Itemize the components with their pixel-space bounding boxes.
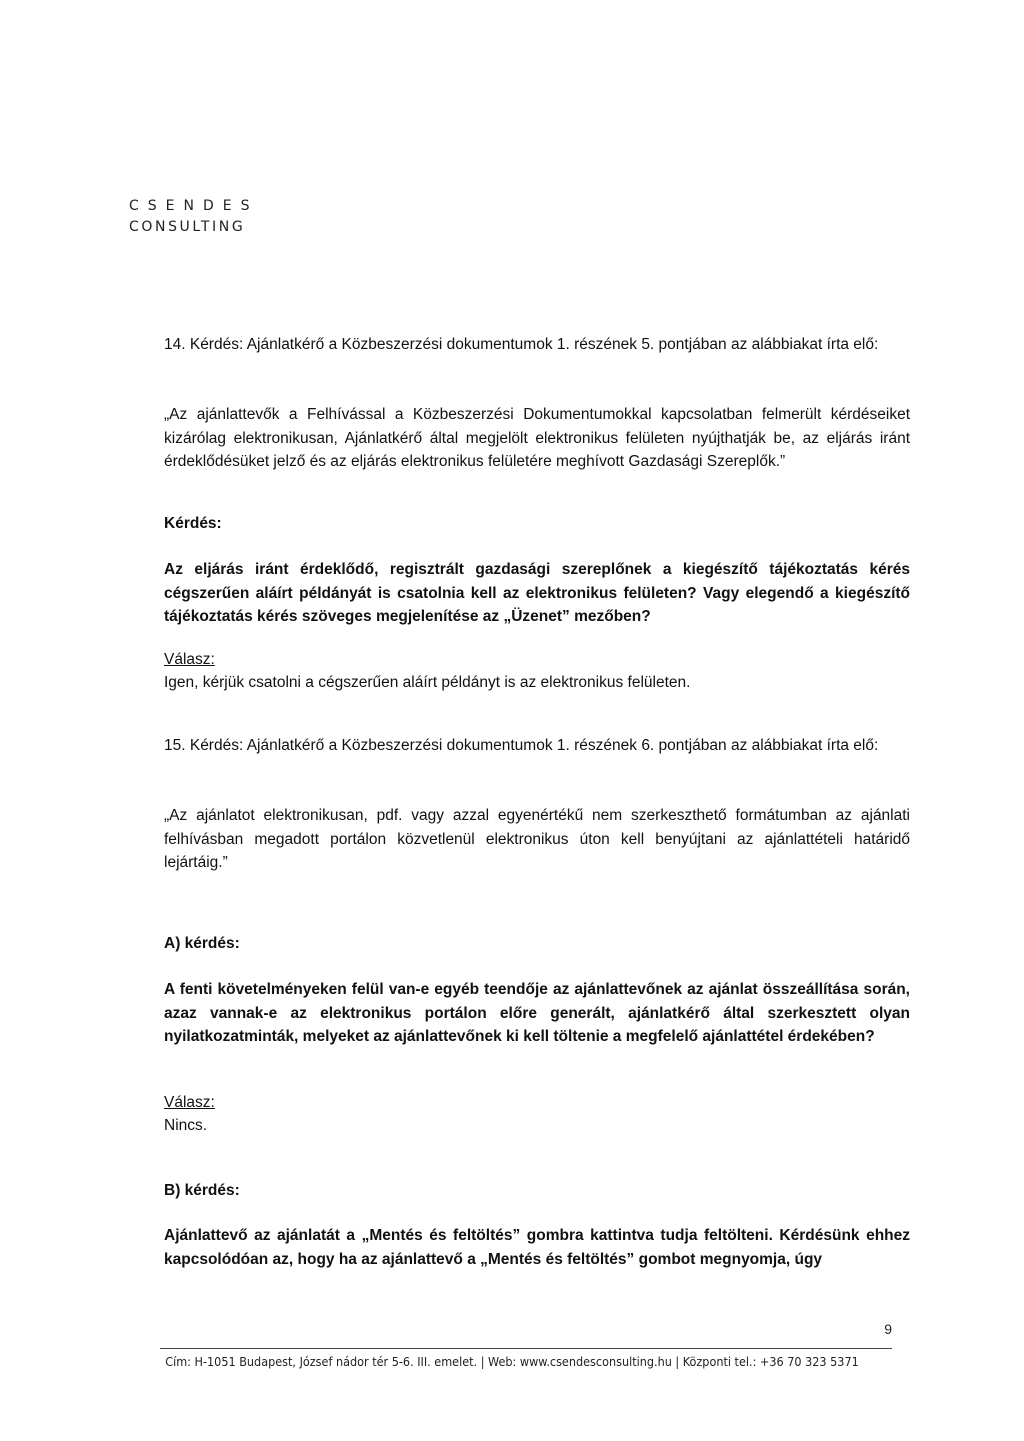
qa-question: A fenti követelményeken felül van-e egyéb teendője az ajánlattevőnek az ajánlat összeállítása során, azaz vannak-e az elektronikus portálon előre generált, ajánlatkérő által szerkesztett olyan nyilatkozatminták, melyeket az ajánlattevőnek ki kell töltenie a megfelelő ajánlattétel érdekében? xyxy=(164,981,910,1045)
q14-question: Az eljárás iránt érdeklődő, regisztrált gazdasági szereplőnek a kiegészítő tájékoztatás kérés cégszerűen aláírt példányát is csatolnia kell az elektronikus felületen? Vagy elegendő a kiegészítő tájékoztatás kérés szöveges megjelenítése az „Üzenet” mezőben? xyxy=(164,561,910,625)
q14-question-label: Kérdés: xyxy=(164,515,222,532)
q14-answer: Igen, kérjük csatolni a cégszerűen aláírt példányt is az elektronikus felületen. xyxy=(164,674,691,691)
logo-line-1: CSENDES xyxy=(129,198,259,214)
qa-label: A) kérdés: xyxy=(164,935,240,952)
logo-line-2: CONSULTING xyxy=(129,219,246,235)
q15-title: 15. Kérdés: Ajánlatkérő a Közbeszerzési dokumentumok 1. részének 6. pontjában az alábbiakat írta elő: xyxy=(164,737,879,754)
q15-quote: „Az ajánlatot elektronikusan, pdf. vagy azzal egyenértékű nem szerkeszthető formátumban az ajánlati felhívásban megadott portálon közvetlenül elektronikus úton kell benyújtani az ajánlattételi határidő lejártáig.” xyxy=(164,807,910,871)
page-number: 9 xyxy=(884,1321,892,1337)
qb-question: Ajánlattevő az ajánlatát a „Mentés és feltöltés” gombra kattintva tudja feltölteni. Kérdésünk ehhez kapcsolódóan az, hogy ha az ajánlattevő a „Mentés és feltöltés” gombot megnyomja, úgy xyxy=(164,1227,910,1268)
qb-label: B) kérdés: xyxy=(164,1182,240,1199)
company-logo xyxy=(129,196,259,238)
footer-contact: Cím: H-1051 Budapest, József nádor tér 5-6. III. emelet. | Web: www.csendesconsulting.hu | Központi tel.: +36 70 323 5371 xyxy=(165,1354,859,1369)
qa-answer-label: Válasz: xyxy=(164,1094,215,1111)
footer-divider xyxy=(160,1348,892,1349)
q14-answer-label: Válasz: xyxy=(164,651,215,668)
qa-answer: Nincs. xyxy=(164,1117,208,1134)
q14-quote: „Az ajánlattevők a Felhívással a Közbeszerzési Dokumentumokkal kapcsolatban felmerült kérdéseiket kizárólag elektronikusan, Ajánlatkérő által megjelölt elektronikus felületen nyújthatják be, az eljárás iránt érdeklődésüket jelző és az eljárás elektronikus felületére meghívott Gazdasági Szereplők.” xyxy=(164,406,910,470)
q14-title: 14. Kérdés: Ajánlatkérő a Közbeszerzési dokumentumok 1. részének 5. pontjában az alábbiakat írta elő: xyxy=(164,336,879,353)
